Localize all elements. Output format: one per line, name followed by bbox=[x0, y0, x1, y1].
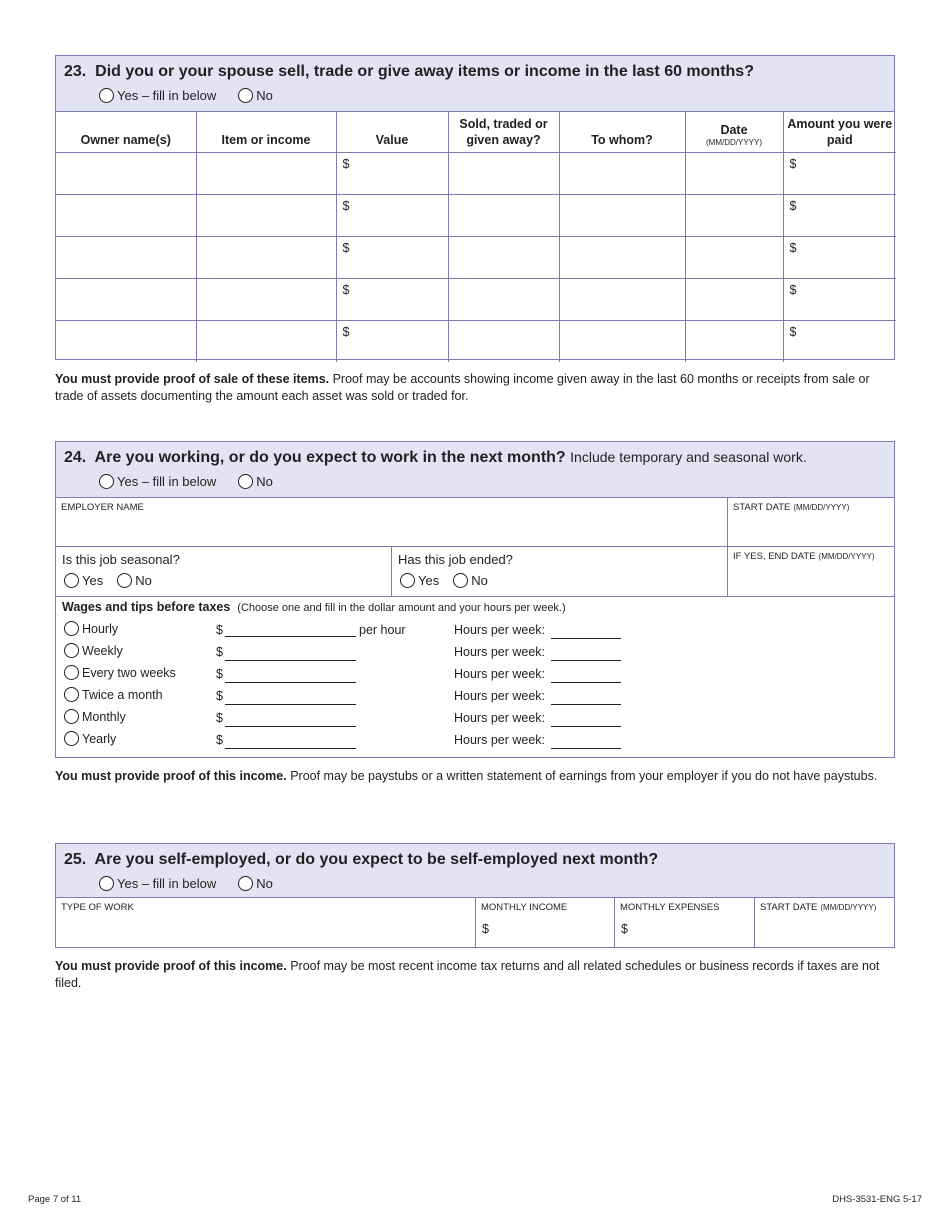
radio-circle-icon bbox=[453, 573, 468, 588]
q23-table bbox=[56, 112, 896, 362]
sold-traded-cell[interactable] bbox=[448, 194, 559, 236]
to-whom-cell[interactable] bbox=[559, 194, 685, 236]
yearly-radio[interactable]: Yearly bbox=[64, 731, 116, 746]
item-cell[interactable] bbox=[196, 194, 336, 236]
q23-title: 23. Did you or your spouse sell, trade or give away items or income in the last 60 months? bbox=[64, 63, 754, 80]
owner-name-cell[interactable] bbox=[56, 152, 196, 194]
q23-radio-group bbox=[99, 88, 273, 103]
q24-no-radio[interactable]: No bbox=[238, 474, 273, 489]
q23-no-radio[interactable]: No bbox=[238, 88, 273, 103]
form-id: DHS-3531-ENG 5-17 bbox=[832, 1194, 922, 1205]
amount-paid-cell[interactable]: $ bbox=[783, 152, 896, 194]
q25-start-date-field[interactable]: START DATE (MM/DD/YYYY) bbox=[760, 902, 877, 913]
to-whom-cell[interactable] bbox=[559, 152, 685, 194]
type-of-work-field[interactable]: TYPE OF WORK bbox=[56, 898, 476, 947]
q24-section bbox=[55, 441, 895, 758]
sold-traded-cell[interactable] bbox=[448, 236, 559, 278]
radio-circle-icon bbox=[400, 573, 415, 588]
radio-circle-icon bbox=[238, 474, 253, 489]
yearly-amount-input[interactable] bbox=[225, 735, 356, 749]
radio-circle-icon bbox=[64, 665, 79, 680]
q23-table-header bbox=[56, 112, 896, 152]
to-whom-cell[interactable] bbox=[559, 236, 685, 278]
radio-circle-icon bbox=[99, 876, 114, 891]
monthly-amount-input[interactable] bbox=[225, 713, 356, 727]
monthly-expenses-field[interactable]: MONTHLY EXPENSES $ bbox=[615, 898, 755, 947]
twice-a-month-radio[interactable]: Twice a month bbox=[64, 687, 163, 702]
col-date: Date (MM/DD/YYYY) bbox=[685, 112, 783, 152]
weekly-hours-input[interactable] bbox=[551, 647, 621, 661]
wage-row-yearly: Yearly $ Hours per week: bbox=[64, 731, 884, 753]
value-cell[interactable]: $ bbox=[336, 194, 448, 236]
value-cell[interactable]: $ bbox=[336, 278, 448, 320]
q24-header bbox=[56, 442, 894, 498]
table-row bbox=[56, 194, 896, 236]
col-value: Value bbox=[336, 112, 448, 152]
date-cell[interactable] bbox=[685, 320, 783, 362]
twice-a-month-hours-input[interactable] bbox=[551, 691, 621, 705]
monthly-hours-input[interactable] bbox=[551, 713, 621, 727]
radio-circle-icon bbox=[99, 88, 114, 103]
radio-circle-icon bbox=[99, 474, 114, 489]
q25-proof-note: You must provide proof of this income. Proof may be most recent income tax returns and all related schedules or business records if taxes are not filed. bbox=[55, 959, 880, 990]
item-cell[interactable] bbox=[196, 320, 336, 362]
radio-circle-icon bbox=[117, 573, 132, 588]
item-cell[interactable] bbox=[196, 152, 336, 194]
q25-yes-radio[interactable]: Yes – fill in below bbox=[99, 876, 216, 891]
q23-proof-note: You must provide proof of sale of these items. Proof may be accounts showing income given away in the last 60 months or receipts from sale or trade of assets documenting the amount each asset was sold or traded for. bbox=[55, 372, 870, 403]
item-cell[interactable] bbox=[196, 236, 336, 278]
table-row bbox=[56, 278, 896, 320]
to-whom-cell[interactable] bbox=[559, 278, 685, 320]
q25-section bbox=[55, 843, 895, 948]
wage-row-monthly: Monthly $ Hours per week: bbox=[64, 709, 884, 731]
col-to-whom: To whom? bbox=[559, 112, 685, 152]
radio-circle-icon bbox=[64, 687, 79, 702]
radio-circle-icon bbox=[64, 643, 79, 658]
q24-title: 24. Are you working, or do you expect to work in the next month? Include temporary and seasonal work. bbox=[64, 449, 807, 466]
wage-row-every-two-weeks: Every two weeks $ Hours per week: bbox=[64, 665, 884, 687]
q23-yes-radio[interactable]: Yes – fill in below bbox=[99, 88, 216, 103]
monthly-income-field[interactable]: MONTHLY INCOME $ bbox=[476, 898, 615, 947]
wage-row-hourly: Hourly $ per hour Hours per week: bbox=[64, 621, 884, 643]
sold-traded-cell[interactable] bbox=[448, 320, 559, 362]
q24-end-date-field[interactable]: IF YES, END DATE (MM/DD/YYYY) bbox=[728, 547, 894, 597]
radio-circle-icon bbox=[64, 731, 79, 746]
item-cell[interactable] bbox=[196, 278, 336, 320]
date-cell[interactable] bbox=[685, 194, 783, 236]
sold-traded-cell[interactable] bbox=[448, 278, 559, 320]
hourly-radio[interactable]: Hourly bbox=[64, 621, 118, 636]
date-cell[interactable] bbox=[685, 278, 783, 320]
wages-title: Wages and tips before taxes (Choose one and fill in the dollar amount and your hours per week.) bbox=[62, 600, 566, 614]
q24-proof-note: You must provide proof of this income. Proof may be paystubs or a written statement of earnings from your employer if you do not have paystubs. bbox=[55, 769, 878, 783]
yearly-hours-input[interactable] bbox=[551, 735, 621, 749]
owner-name-cell[interactable] bbox=[56, 194, 196, 236]
q24-radio-group bbox=[99, 474, 273, 489]
sold-traded-cell[interactable] bbox=[448, 152, 559, 194]
col-amount-paid: Amount you were paid bbox=[783, 112, 896, 152]
date-cell[interactable] bbox=[685, 236, 783, 278]
radio-circle-icon bbox=[64, 621, 79, 636]
ended-yes-radio[interactable]: Yes bbox=[400, 573, 439, 588]
owner-name-cell[interactable] bbox=[56, 236, 196, 278]
radio-circle-icon bbox=[238, 876, 253, 891]
to-whom-cell[interactable] bbox=[559, 320, 685, 362]
col-item-or-income: Item or income bbox=[196, 112, 336, 152]
radio-circle-icon bbox=[64, 709, 79, 724]
twice-a-month-amount-input[interactable] bbox=[225, 691, 356, 705]
seasonal-no-radio[interactable]: No bbox=[117, 573, 152, 588]
hourly-hours-input[interactable] bbox=[551, 625, 621, 639]
value-cell[interactable]: $ bbox=[336, 236, 448, 278]
seasonal-yes-radio[interactable]: Yes bbox=[64, 573, 103, 588]
q25-title: 25. Are you self-employed, or do you expect to be self-employed next month? bbox=[64, 851, 659, 868]
table-row bbox=[56, 236, 896, 278]
every-two-weeks-hours-input[interactable] bbox=[551, 669, 621, 683]
monthly-radio[interactable]: Monthly bbox=[64, 709, 126, 724]
owner-name-cell[interactable] bbox=[56, 320, 196, 362]
table-row bbox=[56, 152, 896, 194]
table-row bbox=[56, 320, 896, 362]
weekly-amount-input[interactable] bbox=[225, 647, 356, 661]
employer-name-field[interactable]: EMPLOYER NAME bbox=[56, 498, 728, 547]
amount-paid-cell[interactable]: $ bbox=[789, 324, 797, 339]
q24-yes-radio[interactable]: Yes – fill in below bbox=[99, 474, 216, 489]
radio-circle-icon bbox=[238, 88, 253, 103]
wage-row-weekly: Weekly $ Hours per week: bbox=[64, 643, 884, 665]
q24-start-date-field[interactable]: START DATE (MM/DD/YYYY) bbox=[728, 498, 894, 547]
weekly-radio[interactable]: Weekly bbox=[64, 643, 123, 658]
seasonal-question-cell: Is this job seasonal? Yes No bbox=[56, 547, 392, 597]
owner-name-cell[interactable] bbox=[56, 278, 196, 320]
amount-paid-cell[interactable]: $ bbox=[783, 194, 896, 236]
col-sold-traded: Sold, traded or given away? bbox=[448, 112, 559, 152]
q23-section bbox=[55, 55, 895, 360]
every-two-weeks-amount-input[interactable] bbox=[225, 669, 356, 683]
every-two-weeks-radio[interactable]: Every two weeks bbox=[64, 665, 176, 680]
job-ended-question-cell: Has this job ended? Yes No bbox=[392, 547, 728, 597]
radio-circle-icon bbox=[64, 573, 79, 588]
q25-no-radio[interactable]: No bbox=[238, 876, 273, 891]
ended-no-radio[interactable]: No bbox=[453, 573, 488, 588]
wage-row-twice-a-month: Twice a month $ Hours per week: bbox=[64, 687, 884, 709]
q25-radio-group bbox=[99, 876, 273, 891]
value-cell[interactable]: $ bbox=[336, 320, 448, 362]
hourly-amount-input[interactable] bbox=[225, 623, 356, 637]
date-cell[interactable] bbox=[685, 152, 783, 194]
q23-header bbox=[56, 56, 894, 112]
amount-paid-cell[interactable]: $ bbox=[783, 278, 896, 320]
page-number: Page 7 of 11 bbox=[28, 1194, 82, 1205]
amount-paid-cell[interactable]: $ bbox=[783, 236, 896, 278]
value-cell[interactable]: $ bbox=[336, 152, 448, 194]
q25-header bbox=[56, 844, 894, 898]
col-owner-names: Owner name(s) bbox=[56, 112, 196, 152]
